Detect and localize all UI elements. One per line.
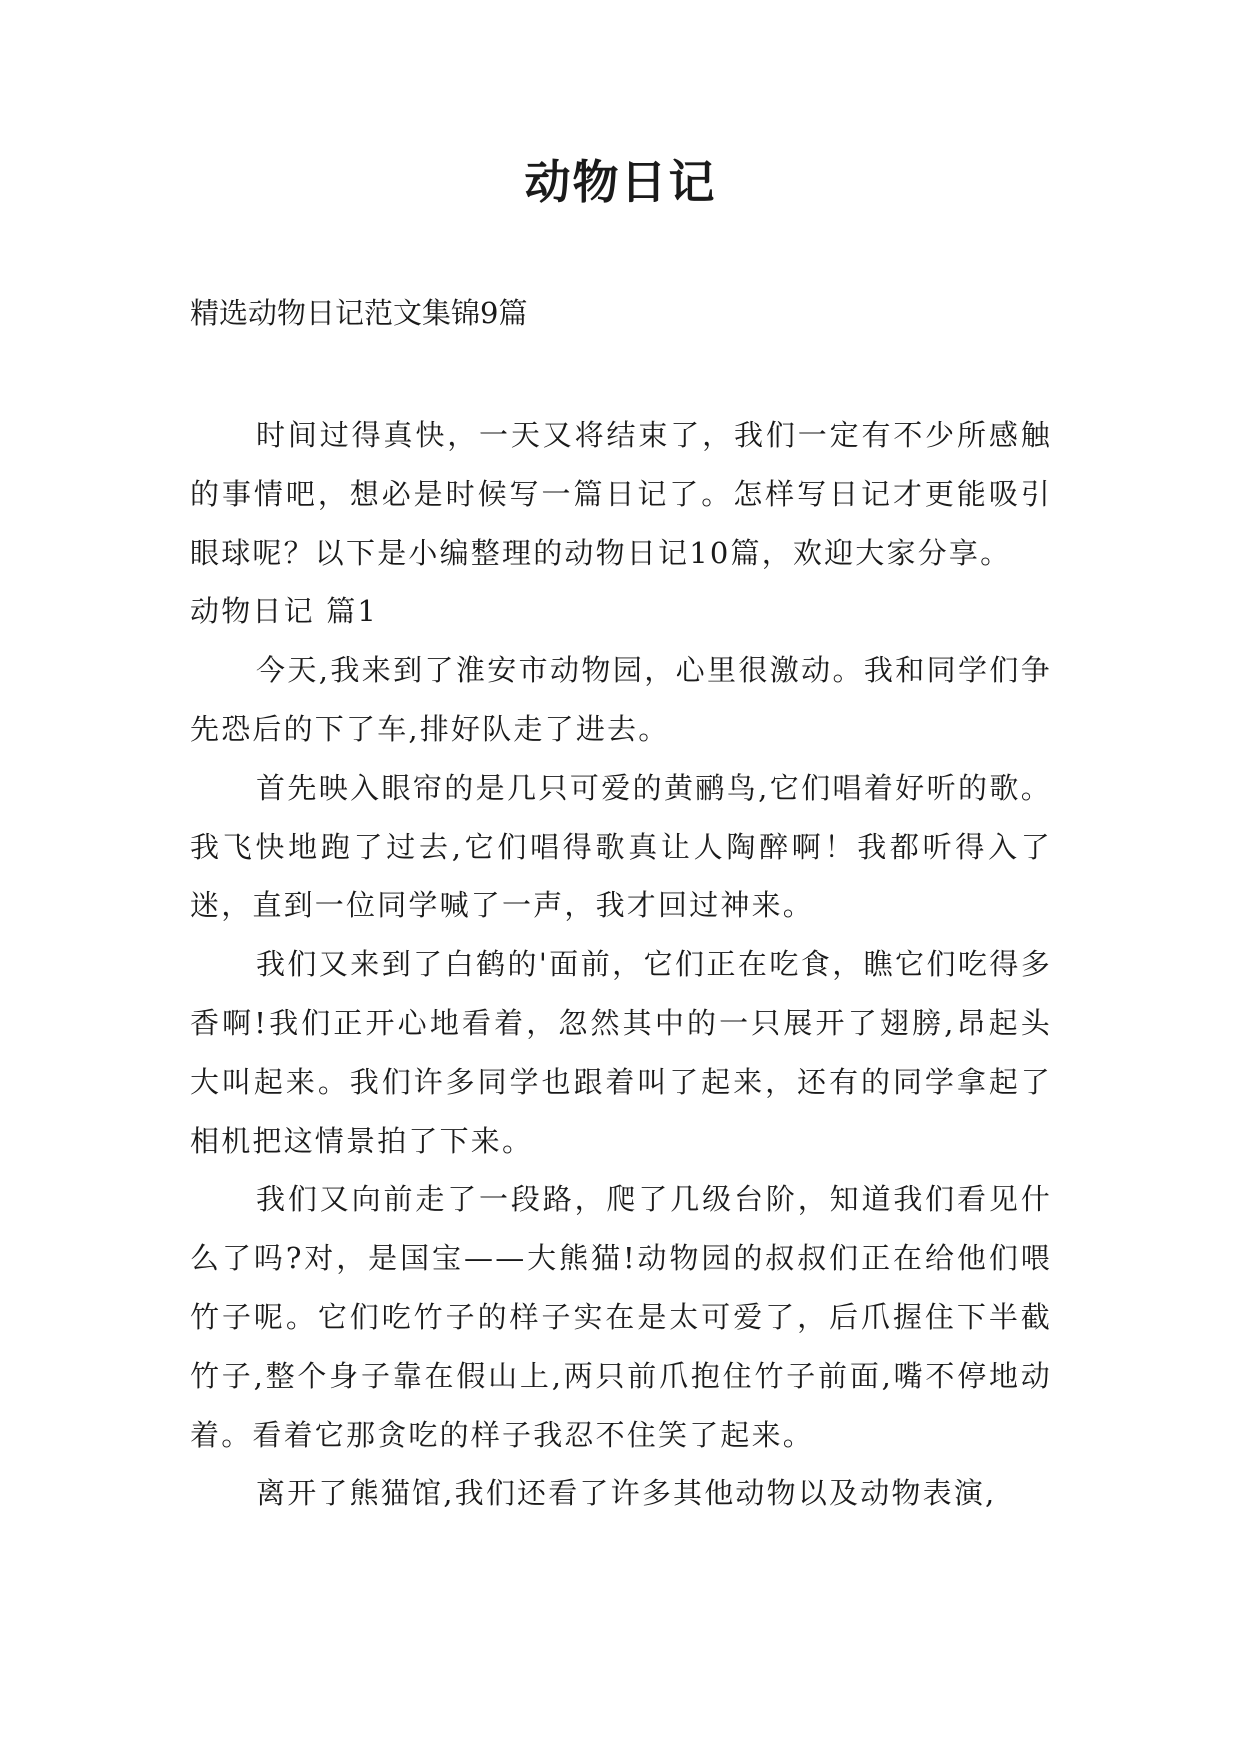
body-paragraph: 我们又向前走了一段路，爬了几级台阶，知道我们看见什么了吗?对，是国宝——大熊猫!动物园的叔叔们正在给他们喂竹子呢。它们吃竹子的样子实在是太可爱了，后爪握住下半截竹子,整个身子靠在假山上,两只前爪抱住竹子前面,嘴不停地动着。看着它那贪吃的样子我忍不住笑了起来。: [190, 1182, 1052, 1452]
body-paragraph: 时间过得真快，一天又将结束了，我们一定有不少所感触的事情吧，想必是时候写一篇日记了。怎样写日记才更能吸引眼球呢？以下是小编整理的动物日记10篇，欢迎大家分享。: [190, 418, 1052, 570]
document-body: [190, 406, 1052, 1523]
document-title: 动物日记: [524, 155, 717, 209]
body-paragraph: 今天,我来到了淮安市动物园，心里很激动。我和同学们争先恐后的下了车,排好队走了进去。: [190, 653, 1052, 746]
body-paragraph: 我们又来到了白鹤的'面前，它们正在吃食，瞧它们吃得多香啊!我们正开心地看着，忽然其中的一只展开了翅膀,昂起头大叫起来。我们许多同学也跟着叫了起来，还有的同学拿起了相机把这情景拍了下来。: [190, 947, 1052, 1158]
section-heading: 动物日记 篇1: [190, 594, 379, 629]
body-paragraph: 离开了熊猫馆,我们还看了许多其他动物以及动物表演,: [256, 1476, 997, 1511]
body-paragraph: 首先映入眼帘的是几只可爱的黄鹂鸟,它们唱着好听的歌。我飞快地跑了过去,它们唱得歌真让人陶醉啊！我都听得入了迷，直到一位同学喊了一声，我才回过神来。: [190, 770, 1052, 923]
document-subtitle: 精选动物日记范文集锦9篇: [190, 296, 528, 330]
